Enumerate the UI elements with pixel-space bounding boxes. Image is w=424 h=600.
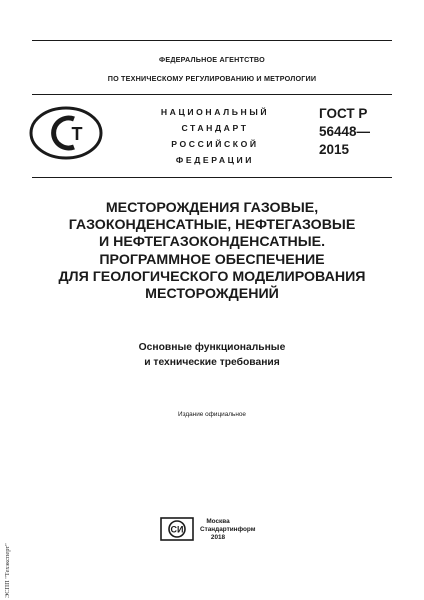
title-line: МЕСТОРОЖДЕНИЙ (145, 286, 279, 303)
title-line: И НЕФТЕГАЗОКОНДЕНСАТНЫЕ. (98, 234, 326, 251)
national-line-2: СТАНДАРТ (181, 123, 249, 133)
lower-divider (32, 177, 392, 178)
national-line-4: ФЕДЕРАЦИИ (175, 155, 255, 165)
publisher-logo-text: СИ (60, 417, 62, 418)
publication-year: 2018 (210, 533, 226, 541)
agency-name: ФЕДЕРАЛЬНОЕ АГЕНТСТВО (159, 55, 265, 64)
rst-logo-icon (28, 105, 104, 161)
document-subtitle (0, 340, 424, 370)
side-watermark-text: ЭСПП "Техэксперт" (4, 543, 11, 598)
agency-subtitle: ПО ТЕХНИЧЕСКОМУ РЕГУЛИРОВАНИЮ И МЕТРОЛОГИИ (107, 74, 317, 83)
publisher-info (200, 518, 256, 541)
publisher-logo-icon (60, 417, 194, 541)
document-title (0, 200, 424, 303)
gost-year: 2015 (319, 142, 350, 157)
top-rule (32, 40, 392, 41)
title-line: ПРОГРАММНОЕ ОБЕСПЕЧЕНИЕ (99, 251, 325, 268)
subtitle-line: и технические требования (144, 357, 280, 368)
publisher-city: Москва (206, 518, 230, 525)
title-line: МЕСТОРОЖДЕНИЯ ГАЗОВЫЕ, (105, 200, 319, 216)
gost-label: ГОСТ Р (319, 106, 368, 121)
edition-note: Издание официальное (178, 411, 246, 418)
national-line-1: НАЦИОНАЛЬНЫЙ (160, 107, 270, 117)
svg-text:Т: Т (71, 124, 83, 144)
gost-number: 56448— (319, 124, 371, 139)
subtitle-line: Основные функциональные (138, 342, 286, 353)
title-line: ГАЗОКОНДЕНСАТНЫЕ, НЕФТЕГАЗОВЫЕ (68, 217, 356, 234)
upper-divider (32, 94, 392, 95)
national-line-3: РОССИЙСКОЙ (171, 139, 259, 149)
svg-text:СИ: СИ (170, 524, 184, 535)
title-line: ДЛЯ ГЕОЛОГИЧЕСКОГО МОДЕЛИРОВАНИЯ (58, 268, 366, 285)
publisher-name: Стандартинформ (200, 525, 256, 533)
